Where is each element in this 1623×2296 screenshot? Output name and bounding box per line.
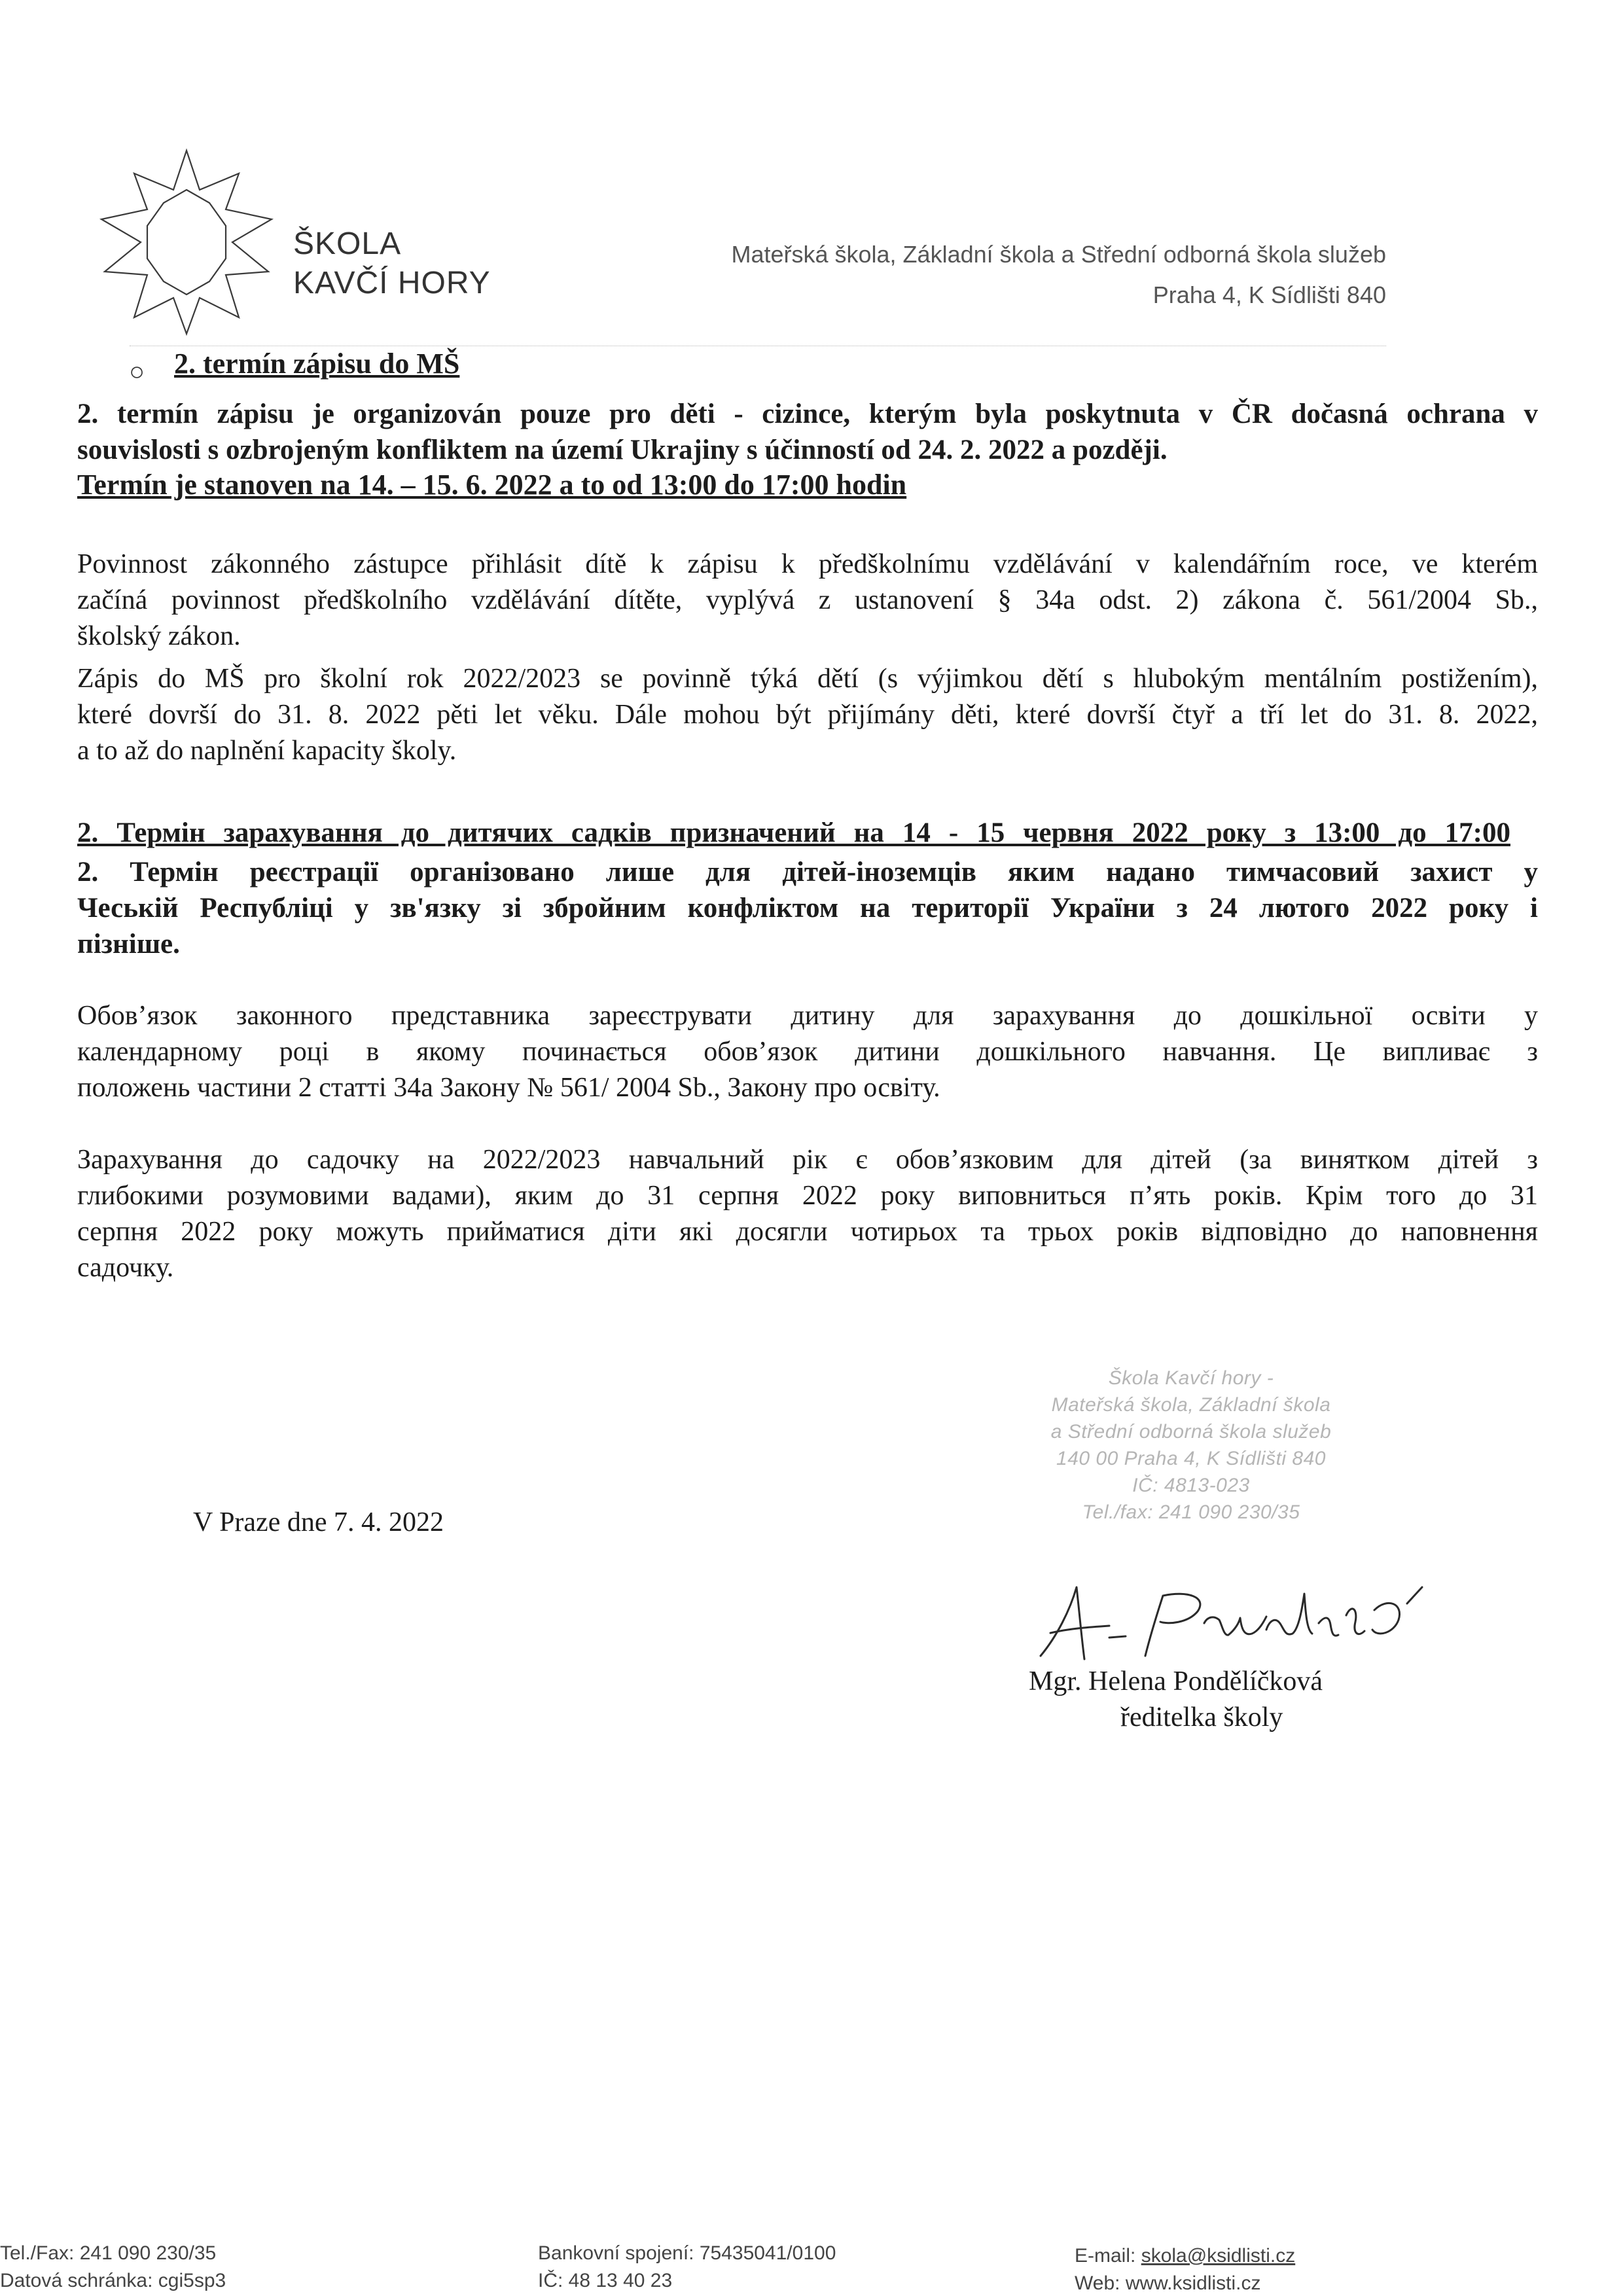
stamp-line: 140 00 Praha 4, K Sídlišti 840: [1056, 1448, 1326, 1469]
cz-obligation-paragraph: [77, 547, 1538, 655]
ua-section-heading: 2. Термін зарахування до дитячих садків призначений на 14 - 15 червня 2022 року з 13:00 до 17:00: [77, 817, 1510, 848]
cz-intro-line: souvislosti s ozbrojeným konfliktem na území Ukrajiny s účinností od 24. 2. 2022 a později.: [77, 435, 1168, 465]
cz-enrolment-paragraph: [77, 661, 1538, 769]
cz-body-line: školský zákon.: [77, 621, 241, 651]
ua-intro-line: 2. Термін реєстрації організовано лише для дітей-іноземців яким надано тимчасовий захист у: [77, 857, 1538, 888]
ua-body-line: положень частини 2 статті 34а Закону № 561/ 2004 Sb., Закону про освіту.: [77, 1073, 940, 1103]
ua-body-line: Обов’язок законного представника зареєструвати дитину для зарахування до дошкільної освіти у: [77, 1001, 1538, 1031]
cz-intro-line: 2. termín zápisu je organizován pouze pro děti - cizince, kterým byla poskytnuta v ČR dočasná ochrana v: [77, 399, 1538, 429]
school-stamp: [982, 1365, 1400, 1526]
stamp-line: a Střední odborná škola služeb: [1050, 1421, 1332, 1443]
ua-intro-line: пізніше.: [77, 929, 180, 960]
stamp-line: Mateřská škola, Základní škola: [1051, 1394, 1331, 1416]
signatory-role: ředitelka školy: [1120, 1702, 1283, 1732]
ua-body-line: календарному році в якому починається обов’язок дитини дошкільного навчання. Це випливає з: [77, 1037, 1538, 1067]
cz-body-line: Povinnost zákonného zástupce přihlásit dítě k zápisu k předškolnímu vzdělávání v kalendářním roce, ve kterém: [77, 549, 1538, 579]
cz-body-line: které dovrší do 31. 8. 2022 pěti let věku. Dále mohou být přijímány děti, které dovrší čtyř a tří let do 31. 8. 2022,: [77, 700, 1538, 730]
signatory-name: Mgr. Helena Pondělíčková: [1029, 1666, 1323, 1696]
footer-company-id: IČ: 48 13 40 23: [538, 2270, 673, 2291]
school-full-name: Mateřská škola, Základní škola a Střední odborná škola služeb: [731, 241, 1386, 268]
footer-email: [1075, 2245, 1295, 2267]
email-label: E-mail:: [1075, 2245, 1136, 2267]
stamp-line: IČ: 4813-023: [1132, 1475, 1250, 1496]
email-link[interactable]: skola@ksidlisti.cz: [1141, 2245, 1296, 2267]
footer-bank: Bankovní spojení: 75435041/0100: [538, 2242, 836, 2264]
stamp-line: Tel./fax: 241 090 230/35: [1082, 1501, 1300, 1523]
logo-text-line2: KAVČÍ HORY: [293, 266, 491, 300]
place-and-date: V Praze dne 7. 4. 2022: [193, 1507, 444, 1537]
ua-body-line: серпня 2022 року можуть прийматися діти які досягли чотирьох та трьох років відповідно до наповнення: [77, 1217, 1538, 1247]
ua-obligation-paragraph: [77, 998, 1538, 1106]
cz-intro-paragraph: [77, 396, 1538, 468]
handwritten-signature: [1011, 1577, 1430, 1669]
cz-term-line: Termín je stanoven na 14. – 15. 6. 2022 a to od 13:00 do 17:00 hodin: [77, 469, 907, 501]
ua-body-line: глибокими розумовими вадами), яким до 31 серпня 2022 року виповниться п’ять років. Крім того до 31: [77, 1181, 1538, 1211]
footer-phone: Tel./Fax: 241 090 230/35: [0, 2242, 217, 2264]
ua-body-line: Зарахування до садочку на 2022/2023 навчальний рік є обов’язковим для дітей (за винятком дітей з: [77, 1145, 1538, 1175]
cz-body-line: začíná povinnost předškolního vzdělávání dítěte, vyplývá z ustanovení § 34a odst. 2) zákona č. 561/2004 Sb.,: [77, 585, 1538, 615]
footer-web: [1075, 2272, 1261, 2295]
school-logo-icon: [92, 144, 281, 340]
logo-text-line1: ŠKOLA: [293, 226, 402, 261]
stamp-line: Škola Kavčí hory -: [1108, 1367, 1274, 1389]
ua-intro-line: Чеській Республіці у зв'язку зі збройним конфліктом на території України з 24 лютого 2022 року і: [77, 893, 1538, 924]
footer-data-box: Datová schránka: cgi5sp3: [0, 2270, 226, 2291]
cz-body-line: Zápis do MŠ pro školní rok 2022/2023 se povinně týká dětí (s výjimkou dětí s hlubokým mentálním postižením),: [77, 664, 1538, 694]
bullet-icon: ○: [129, 357, 145, 386]
ua-intro-paragraph: [77, 854, 1538, 962]
ua-enrolment-paragraph: [77, 1142, 1538, 1286]
cz-body-line: a to až do naplnění kapacity školy.: [77, 736, 457, 766]
cz-section-heading: 2. termín zápisu do MŠ: [174, 348, 460, 380]
school-address: Praha 4, K Sídlišti 840: [1152, 281, 1386, 308]
web-link[interactable]: www.ksidlisti.cz: [1125, 2272, 1261, 2294]
ua-body-line: садочку.: [77, 1253, 174, 1283]
web-label: Web:: [1075, 2272, 1120, 2294]
